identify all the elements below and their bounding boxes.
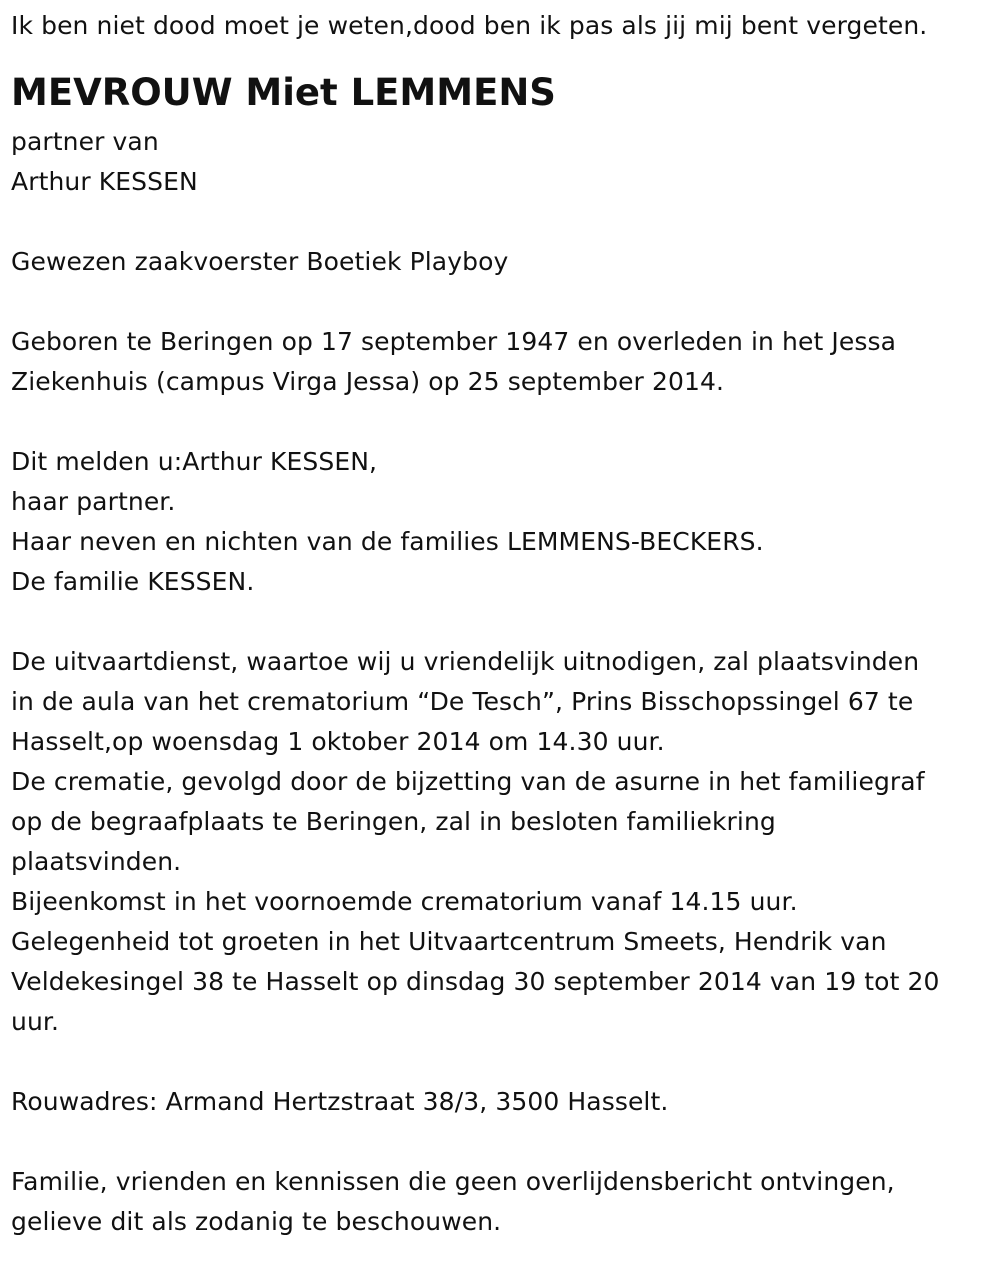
- spacer: [11, 402, 991, 442]
- spacer: [11, 1122, 991, 1162]
- announcer-line: Haar neven en nichten van de families LEMMENS-BECKERS.: [11, 527, 764, 556]
- birth-death-section: [11, 322, 991, 402]
- deceased-name: MEVROUW Miet LEMMENS: [11, 71, 556, 114]
- announcers-section: [11, 442, 991, 602]
- partner-name: Arthur KESSEN: [11, 167, 198, 196]
- ceremony-line: De crematie, gevolgd door de bijzetting van de asurne in het familiegraf: [11, 767, 925, 796]
- ceremony-line: Bijeenkomst in het voornoemde crematorium vanaf 14.15 uur.: [11, 887, 798, 916]
- ceremony-line: in de aula van het crematorium “De Tesch”, Prins Bisschopssingel 67 te: [11, 687, 914, 716]
- ceremony-line: Veldekesingel 38 te Hasselt op dinsdag 30 september 2014 van 19 tot 20: [11, 967, 940, 996]
- mourning-address: Rouwadres: Armand Hertzstraat 38/3, 3500 Hasselt.: [11, 1087, 669, 1116]
- death-notice: [11, 6, 991, 1242]
- closing-section: [11, 1162, 991, 1242]
- spacer: [11, 602, 991, 642]
- spacer: [11, 1042, 991, 1082]
- ceremony-line: op de begraafplaats te Beringen, zal in besloten familiekring: [11, 807, 776, 836]
- partner-intro: partner van: [11, 127, 159, 156]
- ceremony-line: De uitvaartdienst, waartoe wij u vriendelijk uitnodigen, zal plaatsvinden: [11, 647, 920, 676]
- closing-line: gelieve dit als zodanig te beschouwen.: [11, 1207, 502, 1236]
- announcer-line: De familie KESSEN.: [11, 567, 255, 596]
- occupation: Gewezen zaakvoerster Boetiek Playboy: [11, 247, 509, 276]
- birth-death-line: Ziekenhuis (campus Virga Jessa) op 25 september 2014.: [11, 367, 725, 396]
- ceremony-line: plaatsvinden.: [11, 847, 182, 876]
- ceremony-section: [11, 642, 991, 1042]
- announcer-line: Dit melden u:Arthur KESSEN,: [11, 447, 378, 476]
- motto: Ik ben niet dood moet je weten,dood ben ik pas als jij mij bent vergeten.: [11, 11, 928, 40]
- spacer: [11, 282, 991, 322]
- ceremony-line: Gelegenheid tot groeten in het Uitvaartcentrum Smeets, Hendrik van: [11, 927, 887, 956]
- closing-line: Familie, vrienden en kennissen die geen overlijdensbericht ontvingen,: [11, 1167, 895, 1196]
- spacer: [11, 202, 991, 242]
- birth-death-line: Geboren te Beringen op 17 september 1947 en overleden in het Jessa: [11, 327, 897, 356]
- ceremony-line: Hasselt,op woensdag 1 oktober 2014 om 14.30 uur.: [11, 727, 665, 756]
- announcer-line: haar partner.: [11, 487, 176, 516]
- ceremony-line: uur.: [11, 1007, 60, 1036]
